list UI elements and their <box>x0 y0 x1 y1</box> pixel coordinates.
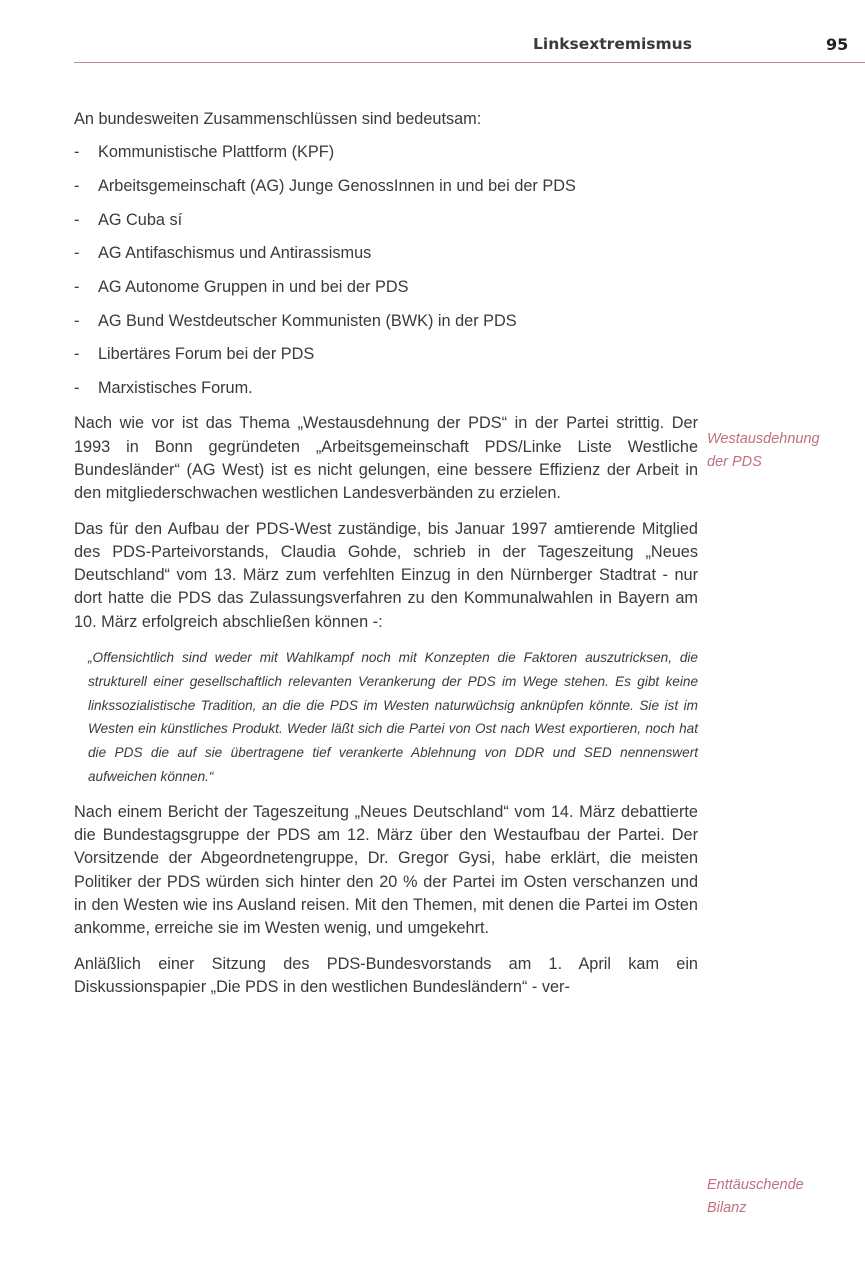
paragraph-gysi: Nach einem Bericht der Tageszeitung „Neues Deutschland“ vom 14. März debattierte die Bundestagsgruppe der PDS am 12. März über den Westaufbau der Partei. Der Vorsitzende der Abgeordnetengruppe, Dr. Gregor Gysi, habe erklärt, die meisten Politiker der PDS würden sich hinter den 20 % der Partei im Osten verschanzen und in den Westen wie ins Ausland reisen. Mit den Themen, mit denen die Partei im Osten ankomme, erreiche sie im Westen wenig, und umgekehrt. <box>74 802 698 938</box>
intro-paragraph: An bundesweiten Zusammenschlüssen sind bedeutsam: <box>74 110 482 128</box>
margin-note-line: Westausdehnung <box>707 431 820 447</box>
list-item: - AG Autonome Gruppen in und bei der PDS <box>74 276 698 299</box>
margin-note-line: Bilanz <box>707 1200 747 1216</box>
list-item: - Marxistisches Forum. <box>74 377 698 400</box>
paragraph-gohde: Das für den Aufbau der PDS-West zuständige, bis Januar 1997 amtierende Mitglied des PDS-Parteivorstands, Claudia Gohde, schrieb in der Tageszeitung „Neues Deutschland“ vom 13. März zum verfehlten Einzug in den Nürnberger Stadtrat - nur dort hatte die PDS das Zulassungsverfahren zu den Kommunalwahlen in Bayern am 10. März erfolgreich abschließen können -: <box>74 519 698 631</box>
group-list <box>74 141 698 400</box>
main-text <box>74 108 698 1011</box>
page-number: 95 <box>826 35 849 54</box>
margin-note-line: Enttäuschende <box>707 1177 804 1193</box>
list-item: - AG Antifaschismus und Antirassismus <box>74 242 698 265</box>
list-item: - AG Cuba sí <box>74 209 698 232</box>
margin-note-line: der PDS <box>707 454 762 470</box>
list-item: - Arbeitsgemeinschaft (AG) Junge GenossInnen in und bei der PDS <box>74 175 698 198</box>
header-divider <box>74 62 865 63</box>
paragraph-bundesvorstand: Anläßlich einer Sitzung des PDS-Bundesvorstands am 1. April kam ein Diskussionspapier „Die PDS in den westlichen Bundesländern“ - ver- <box>74 954 698 996</box>
margin-note-bilanz <box>707 1174 857 1220</box>
margin-note-westausdehnung <box>707 428 857 474</box>
list-item: - AG Bund Westdeutscher Kommunisten (BWK) in der PDS <box>74 310 698 333</box>
block-quote: „Offensichtlich sind weder mit Wahlkampf noch mit Konzepten die Faktoren auszutricksen, die strukturell einer gesellschaftlich relevanten Verankerung der PDS im Wege stehen. Es gibt keine linkssozialistische Tradition, an die die PDS im Westen naturwüchsig anknüpfen könnte. Sie ist im Westen ein künstliches Produkt. Weder läßt sich die Partei von Ost nach West exportieren, noch hat die PDS die auf sie übertragene tief verankerte Ablehnung von DDR und SED nennenswert aufweichen können.“ <box>88 650 698 785</box>
list-item: - Libertäres Forum bei der PDS <box>74 343 698 366</box>
list-item: - Kommunistische Plattform (KPF) <box>74 141 698 164</box>
running-header-title: Linksextremismus <box>533 35 692 53</box>
paragraph-westausdehnung: Nach wie vor ist das Thema „Westausdehnung der PDS“ in der Partei strittig. Der 1993 in Bonn gegründeten „Arbeitsgemeinschaft PDS/Linke Liste Westliche Bundesländer“ (AG West) ist es nicht gelungen, eine bessere Effizienz der Arbeit in den mitgliederschwachen westlichen Landesverbänden zu erzielen. <box>74 414 698 503</box>
